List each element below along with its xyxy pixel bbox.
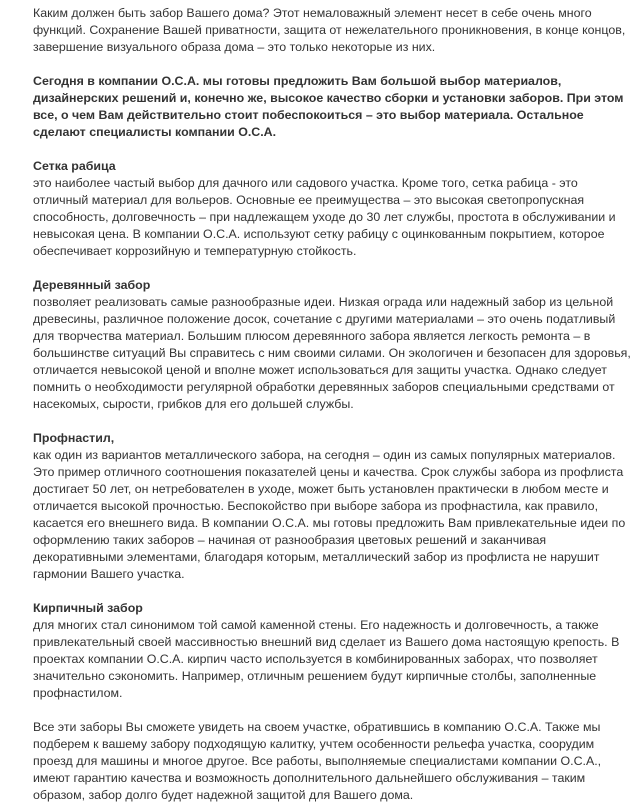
section-text: это наиболее частый выбор для дачного или садового участка. Кроме того, сетка рабица - это отличный материал для вольеров. Основные ее преимущества – это высокая светопропускная способность, долговечность – при надлежащем уходе до 30 лет службы, простота в обслуживании и невысокая цена. В компании О.С.А. используют сетку рабицу с оцинкованным покрытием, которое обеспечивает коррозийную и температурную стойкость. <box>33 176 616 258</box>
section-title: Деревянный забор <box>33 278 151 292</box>
section-text: как один из вариантов металлического забора, на сегодня – один из самых популярных материалов. Это пример отличного соотношения показателей цены и качества. Срок службы забора из профлиста достигает 50 лет, он нетребователен в уходе, может быть установлен практически в любом месте и отличается высокой прочностью. Беспокойство при выборе забора из профнастила, как правило, касается его внешнего вида. В компании О.С.А. мы готовы предложить Вам привлекательные идеи по оформлению таких заборов – начиная от разнообразия цветовых решений и заканчивая декоративными элементами, благодаря которым, металлический забор из профлиста не нарушит гармонии Вашего участка. <box>33 448 626 581</box>
section-text: позволяет реализовать самые разнообразные идеи. Низкая ограда или надежный забор из цельной древесины, различное положение досок, сочетание с другими материалами – это очень податливый для творчества материал. Большим плюсом деревянного забора является легкость ремонта – в большинстве ситуаций Вы справитесь с ним своими силами. Он экологичен и безопасен для здоровья, отличается невысокой ценой и вполне может использоваться для защиты участка. Однако следует помнить о необходимости регулярной обработки деревянных заборов специальными средствами от насекомых, сырости, грибков для его дольшей службы. <box>33 295 631 411</box>
section-title: Профнастил, <box>33 431 115 445</box>
outro-paragraph: Все эти заборы Вы сможете увидеть на своем участке, обратившись в компанию О.С.А. Также мы подберем к вашему забору подходящую калитку, учтем особенности рельефа участка, соорудим проезд для машины и многое другое. Все работы, выполняемые специалистами компании О.С.А., имеют гарантию качества и возможность дополнительного дальнейшего обслуживания – таким образом, забор долго будет надежной защитой для Вашего дома. <box>33 720 602 802</box>
intro-paragraph: Каким должен быть забор Вашего дома? Этот немаловажный элемент несет в себе очень много функций. Сохранение Вашей приватности, защита от нежелательного проникновения, в конце концов, завершение визуального образа дома – это только некоторые из них. <box>33 6 626 54</box>
section-brick-fence <box>33 600 636 702</box>
section-wooden-fence <box>33 277 636 413</box>
section-profiled-sheet <box>33 430 636 583</box>
section-title: Сетка рабица <box>33 159 116 173</box>
highlight-paragraph: Сегодня в компании О.С.А. мы готовы предложить Вам большой выбор материалов, дизайнерских решений и, конечно же, высокое качество сборки и установки заборов. При этом все, о чем Вам действительно стоит побеспокоиться – это выбор материала. Остальное сделают специалисты компании О.С.А. <box>33 74 624 139</box>
section-title: Кирпичный забор <box>33 601 143 615</box>
section-text: для многих стал синонимом той самой каменной стены. Его надежность и долговечность, а также привлекательный своей массивностью внешний вид сделает из Вашего дома настоящую крепость. В проектах компании О.С.А. кирпич часто используется в комбинированных заборах, что позволяет значительно сэкономить. Например, отличным решением будут кирпичные столбы, заполненные профнастилом. <box>33 618 620 700</box>
section-chain-link <box>33 158 636 260</box>
